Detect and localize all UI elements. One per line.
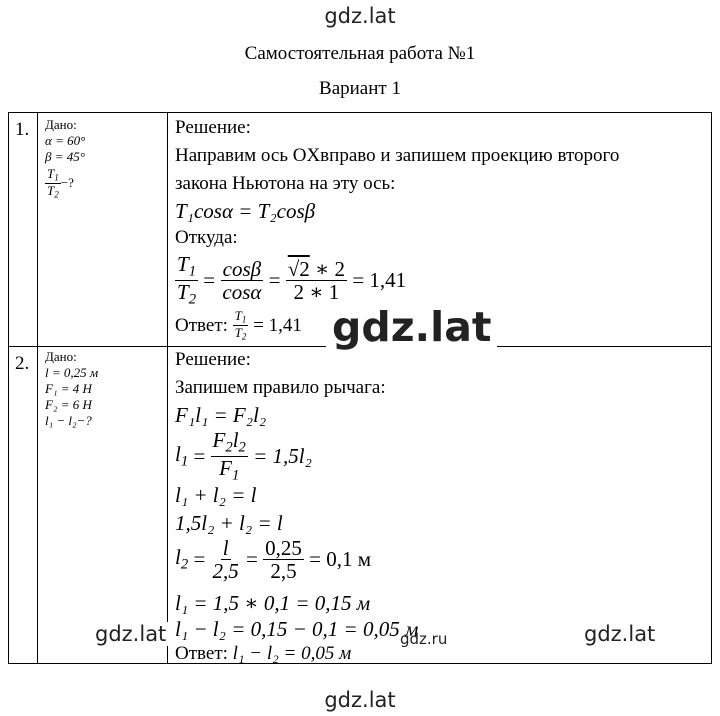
equation: l₁ + l₂ = l [175,483,257,507]
answer: Ответ: $\frac{T_1}{T_2}$ = 1,41 [175,308,302,342]
column-divider [167,113,168,663]
given-force-1: F₁ = 4 Н [45,381,92,396]
solution-label: Решение: [175,349,251,370]
equation: T₁cosα = T₂cosβ [175,199,316,223]
given-alpha: α = 60° [45,133,86,148]
page-title: Самостоятельная работа №1 [244,43,476,64]
equation: $l_1$ = $\frac{F_2l_2}{F_1}$ = 1,5l₂ [175,428,312,484]
watermark-small: gdz.ru [400,630,448,648]
answer-label: Ответ: [175,314,228,336]
equation-result: = 1,5l₂ [253,443,312,468]
watermark-top: gdz.lat [324,4,396,28]
solution-text: Откуда: [175,227,238,248]
task-number: 2. [15,353,30,374]
given-beta: β = 45° [45,149,85,164]
given-label: Дано: [45,117,77,132]
answer-value: = 1,41 [253,314,302,336]
watermark-bottom: gdz.lat [324,688,396,712]
equation: $\frac{T_1}{T_2}$ = $\frac{\cos\beta}{\cos\alpha}$ = $\frac{√2 ∗ 2}{2 ∗ 1}$ = 1,41 [177,252,407,308]
variant-heading: Вариант 1 [319,78,401,99]
watermark-left: gdz.lat [92,622,169,646]
equation: $l_2$ = $\frac{l}{2,5}$ = $\frac{0,25}{2,5}$ = 0,1 м [175,536,372,584]
given-block [45,117,85,201]
equation-result: = 0,1 м [309,547,372,572]
solution-2 [175,349,705,663]
solution-text: Запишем правило рычага: [175,377,386,398]
solution-table [8,112,712,664]
find-ratio: $\frac{T_1}{T_2}$ −? [47,166,74,200]
find-difference: l₁ − l₂−? [45,413,92,428]
equation: F₁l₁ = F₂l₂ [175,403,267,427]
watermark-center: gdz.lat [326,304,497,350]
task-number: 1. [15,119,30,140]
given-block [45,349,98,429]
equation: l₁ = 1,5 ∗ 0,1 = 0,15 м [175,591,371,615]
solution-text: закона Ньютона на эту ось: [175,173,396,194]
given-force-2: F₂ = 6 Н [45,397,92,412]
ratio-result: = 1,41 [352,267,407,292]
column-divider [37,113,38,663]
solution-text: Направим ось OXвправо и запишем проекцию второго [175,145,620,166]
given-label: Дано: [45,349,77,364]
equation: 1,5l₂ + l₂ = l [175,511,283,535]
answer [175,643,351,665]
answer-value: l₁ − l₂ = 0,05 м [232,643,352,664]
given-length: l = 0,25 м [45,365,99,380]
answer-label: Ответ: [175,643,228,664]
watermark-right: gdz.lat [584,622,656,646]
equation: l₁ − l₂ = 0,15 − 0,1 = 0,05 м [175,617,419,641]
solution-label: Решение: [175,117,251,138]
